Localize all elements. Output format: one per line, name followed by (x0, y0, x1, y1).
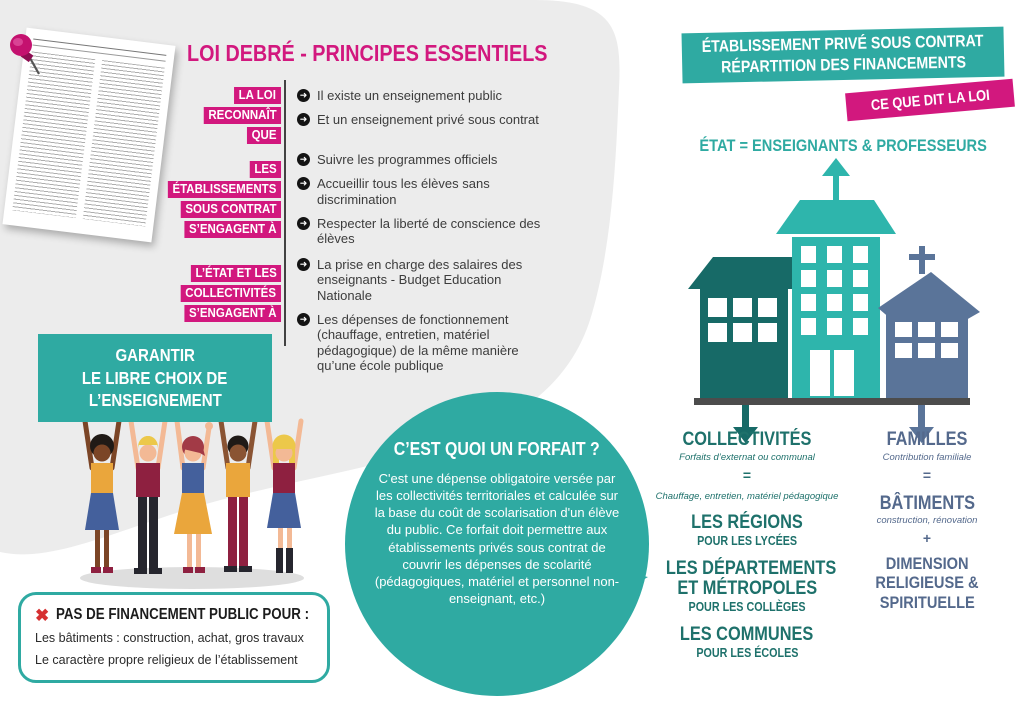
collectivites-column (652, 430, 842, 660)
no-funding-title-row (35, 606, 313, 624)
forfait-title: C’EST QUOI UN FORFAIT ? (394, 438, 600, 459)
label-chip: QUE (247, 127, 281, 144)
garantir-banner: GARANTIR LE LIBRE CHOIX DE L’ENSEIGNEMENT (38, 334, 272, 422)
page-title: LOI DEBRÉ - PRINCIPES ESSENTIELS (187, 40, 548, 66)
label-chip: LA LOI (235, 87, 281, 104)
batiments-note: construction, rénovation (876, 514, 978, 526)
dimension-entry: DIMENSION RELIGIEUSE & SPIRITUELLE (875, 553, 979, 613)
pushpin-icon (6, 32, 48, 78)
funding-entry: LES COMMUNES POUR LES ÉCOLES (680, 623, 814, 660)
forfait-content (372, 438, 622, 607)
bullet-text: Les dépenses de fonctionnement (chauffage, entretien, matériel pédagogique) de la même manière qu’une école publique (317, 311, 519, 373)
bullet-text: La prise en charge des salaires des enseignants - Budget Education Nationale (317, 257, 523, 303)
batiments-entry: BÂTIMENTS construction, rénovation (852, 494, 1002, 526)
collectivites-subtitle: Forfaits d’externat ou communal (679, 452, 815, 463)
label-chip: SOUS CONTRAT (181, 201, 281, 218)
arrow-bullet-icon: ➜ (297, 89, 310, 102)
person-1 (85, 421, 119, 573)
buildings-diagram (688, 158, 980, 448)
list-item (297, 312, 551, 373)
arrow-bullet-icon: ➜ (297, 258, 310, 271)
collectivites-title: COLLECTIVITÉS (682, 429, 812, 450)
equals-sign: = (922, 467, 932, 483)
bullet-text: Il existe un enseignement public (317, 88, 503, 103)
list-item (297, 88, 551, 103)
arrow-bullet-icon: ➜ (297, 217, 310, 230)
no-funding-box (18, 592, 330, 683)
bullet-text: Accueillir tous les élèves sans discrimination (317, 176, 490, 207)
equals-sign: = (742, 467, 752, 483)
arrow-bullet-icon: ➜ (297, 177, 310, 190)
person-4 (221, 421, 255, 572)
bullet-text: Respecter la liberté de conscience des élèves (317, 215, 541, 247)
middle-building (776, 200, 896, 398)
arrow-bullet-icon: ➜ (297, 313, 310, 326)
label-chip: COLLECTIVITÉS (181, 285, 281, 302)
familles-title: FAMILLES (886, 429, 968, 450)
ce-que-dit-la-loi-ribbon: CE QUE DIT LA LOI (845, 79, 1015, 122)
section-label-etat-collectivites (111, 262, 281, 322)
no-funding-item: Les bâtiments : construction, achat, gros travaux (35, 631, 304, 645)
list-item (297, 112, 551, 127)
bullet-list-la-loi (297, 88, 551, 137)
plus-sign: + (922, 529, 932, 546)
collectivites-note: Chauffage, entretien, matériel pédagogique (655, 491, 839, 502)
person-3 (174, 421, 213, 573)
no-funding-item: Le caractère propre religieux de l’établissement (35, 653, 298, 667)
funding-entry: LES RÉGIONS POUR LES LYCÉES (691, 512, 803, 548)
bullet-text: Suivre les programmes officiels (317, 152, 498, 167)
bullet-list-etat (297, 257, 551, 382)
bullet-text: Et un enseignement privé sous contrat (317, 112, 539, 128)
left-building (688, 257, 792, 398)
label-chip: LES (249, 161, 281, 178)
list-item (297, 257, 551, 303)
label-chip: S’ENGAGENT À (184, 305, 281, 322)
section-divider-line (284, 80, 286, 346)
label-chip: L’ÉTAT ET LES (190, 265, 281, 282)
person-5 (267, 421, 301, 573)
list-item (297, 216, 551, 247)
section-label-la-loi (111, 84, 281, 144)
right-header-banner: ÉTABLISSEMENT PRIVÉ SOUS CONTRAT RÉPARTITION DES FINANCEMENTS (682, 27, 1005, 84)
arrow-bullet-icon: ➜ (297, 113, 310, 126)
etat-heading: ÉTAT = ENSEIGNANTS & PROFESSEURS (699, 136, 987, 155)
familles-subtitle: Contribution familiale (882, 452, 972, 463)
no-funding-title: PAS DE FINANCEMENT PUBLIC POUR : (56, 606, 310, 623)
church-building (878, 246, 980, 398)
forfait-body-text: C'est une dépense obligatoire versée par les collectivités territoriales et calculée sur la base du coût de scolarisation d'un élève du public. Ce forfait doit permettre aux établissements privés sous contrat de couvrir les dépenses de scolarité (pédagogiques, matériel et personnel non-enseignant, etc.) (374, 471, 620, 607)
ground-bar (694, 398, 970, 405)
arrow-bullet-icon: ➜ (297, 153, 310, 166)
familles-column (852, 430, 1002, 613)
label-chip: ÉTABLISSEMENTS (168, 181, 281, 198)
up-arrow-icon (822, 158, 850, 202)
bullet-list-etablissements (297, 152, 551, 256)
list-item (297, 152, 551, 167)
red-cross-icon: ✖ (35, 605, 50, 625)
person-2 (131, 421, 165, 574)
list-item (297, 176, 551, 207)
funding-entry: LES DÉPARTEMENTS ET MÉTROPOLES POUR LES COLLÈGES (665, 557, 837, 614)
section-label-etablissements (111, 158, 281, 238)
people-holding-banner-illustration (70, 416, 315, 594)
label-chip: RECONNAÎT (203, 107, 281, 124)
label-chip: S’ENGAGENT À (184, 221, 281, 238)
